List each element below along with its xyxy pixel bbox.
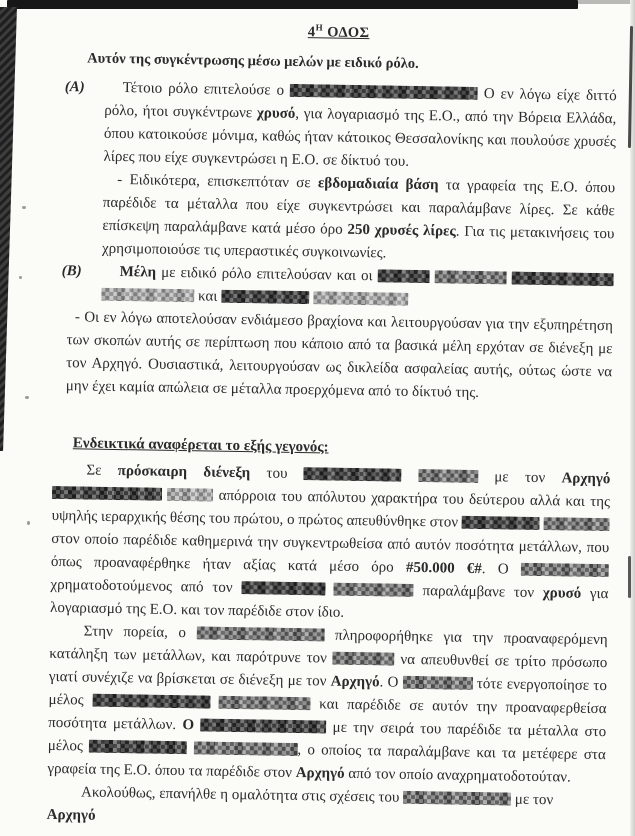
text-run: τότε ενεργοποίησε το μέλος (48, 675, 608, 709)
redaction-block (521, 563, 609, 577)
text-run: . Ο (379, 674, 403, 691)
redaction-block (167, 488, 213, 502)
redaction-block (241, 581, 325, 595)
text-run: , ο οποίος τα παραλάμβανε και τα μετέφερε στα γραφεία της Ε.Ο. όπου τα παρέδιδε στον (47, 741, 606, 781)
redaction-block (101, 288, 194, 303)
text-run: Στην πορεία, ο (83, 623, 197, 642)
redaction-block (435, 270, 507, 284)
scan-noise (19, 276, 22, 279)
text-run: Τέτοιο ρόλο επιτελούσε ο (122, 79, 291, 99)
text-run-bold: Αρχηγό (46, 806, 96, 824)
redaction-block (304, 467, 402, 482)
list-marker-a: (Α) (64, 78, 85, 96)
paragraph-incident-2 (47, 620, 608, 790)
text-run-bold: #50.000 €# (405, 559, 482, 577)
text-run: Ακολούθως, επανήλθε η ομαλότητα στις σχέσεις του (80, 784, 404, 806)
text-run: με τον (510, 791, 554, 809)
scan-edge-top-right (578, 0, 635, 4)
text-run: - Ειδικότερα, επισκεπτόταν σε (117, 171, 319, 192)
redaction-block (219, 696, 311, 711)
text-run: τα γραφεία της Ε.Ο. όπου παρέδιδε τα μέταλλα που είχε συγκεντρώσει και παραλάμβανε λίρες. Σε κάθε επίσκεψη παραλάμβανε κατά μέσο όρο (102, 177, 616, 238)
text-run: παραλάμβανε τον (413, 582, 543, 601)
text-run: του (250, 465, 304, 482)
text-run-bold: Μέλη (119, 263, 157, 281)
text-run: χρηματοδοτούμενος από τον (50, 576, 242, 596)
text-run-bold: Αρχηγό (295, 764, 345, 782)
scan-mark-right-mid (628, 556, 631, 598)
title-number: 4 (307, 23, 316, 41)
redaction-block (418, 469, 478, 483)
text-run: με την σειρά του παρέδιδε τα μέταλλα στο μέλος (47, 719, 607, 755)
text-run-bold: χρυσό (256, 105, 296, 122)
redaction-block (378, 269, 430, 283)
paragraph-incident-1 (50, 459, 611, 629)
text-run: στον οποίο παρέδιδε καθημερινά την συγκεντρωθείσα από αυτόν ποσότητα μετάλλων, που όπως προαναφέρθηκε ήταν αξίας κατά μέσο όρο (50, 530, 610, 576)
text-run: Σε (86, 462, 118, 479)
text-run: και (194, 288, 222, 305)
scan-noise (27, 521, 30, 525)
redaction-block (89, 739, 187, 754)
text-run: για λογαριασμό της Ε.Ο. και τον παρέδιδε στον ίδιο. (49, 585, 609, 621)
paragraph-item-a-note (56, 168, 615, 269)
redaction-block (333, 651, 395, 665)
text-run: να απευθυνθεί σε τρίτο πρόσωπο γιατί συνέχιζε να βρίσκεται σε διένεξη με τον (48, 651, 608, 690)
redaction-block (196, 626, 324, 641)
scan-noise (22, 206, 26, 209)
redaction-block (92, 693, 210, 708)
list-marker-b: (Β) (61, 262, 82, 280)
redaction-block (221, 290, 309, 304)
redaction-block (403, 791, 511, 806)
text-run: Ο εν λόγω είχε διττό ρόλο, ήτοι συγκέντρωνε (104, 85, 617, 122)
scan-edge-top (7, 0, 578, 9)
text-run: απόρροια του απόλυτου χαρακτήρα του δεύτερου αλλά και της υψηλής ιεραρχικής θέσης του πρώτου, ο πρώτος απευθύνθηκε στον (51, 487, 611, 531)
document-title (60, 12, 618, 49)
redaction-block (462, 516, 540, 530)
redaction-block (402, 676, 472, 690)
text-run-bold: εβδομαδιαία βάση (317, 175, 439, 194)
section-heading: Ενδεικτικά αναφέρεται το εξής γεγονός: (72, 435, 329, 456)
paragraph-item-a (57, 76, 616, 177)
title-word: ΟΔΟΣ (322, 24, 370, 41)
text-run: . Για τις μετακινήσεις του χρησιμοποιούσε τις υπεραστικές συγκοινωνίες. (101, 223, 615, 262)
redaction-block (193, 741, 297, 756)
title-superscript: Η (315, 22, 324, 33)
document-subtitle: Αυτόν της συγκέντρωσης μέσω μελών με ειδικό ρόλο. (87, 50, 419, 72)
paragraph-item-b (55, 260, 614, 315)
text-run: με ειδικό ρόλο επιτελούσαν και οι (156, 264, 378, 285)
redaction-block (334, 582, 414, 596)
redaction-block (512, 271, 614, 286)
text-run-bold: χρυσό (542, 584, 582, 602)
text-run-bold: Αρχηγό (330, 673, 380, 691)
text-run-bold: Ο (182, 716, 201, 734)
text-run: . Ο (481, 560, 521, 578)
text-run: , για λογαριασμό της Ε.Ο., από την Βόρεια Ελλάδα, όπου κατοικούσε μόνιμα, καθώς ήταν κάτοικος Θεσσαλονίκης και πουλούσε χρυσές λίρες που είχε συγκεντρώσει η Ε.Ο. σε δίκτυό του. (103, 105, 617, 170)
text-run-bold: Αρχηγό (561, 470, 611, 488)
paragraph-item-b-note: - Οι εν λόγω αποτελούσαν ενδιάμεσο βραχίονα και λειτουργούσαν για την εξυπηρέτηση των σκοπών αυτής σε περίπτωση που κάποιο από τα βασικά μέλη ερχόταν σε διένεξη με τον Αρχηγό. Ουσιαστικά, λειτουργούσαν ως δικλείδα ασφαλείας αυτής, ούτως ώστε να μην έχει καμία απώλεια σε μέταλλα προερχόμενα από το δίκτυό της. (65, 309, 614, 401)
text-run: πληροφορήθηκε για την προαναφερόμενη κατάληξη των μετάλλων, και παρότρυνε τον (49, 627, 608, 667)
text-run: από τον οποίο αναχρηματοδοτούταν. (344, 765, 571, 786)
redaction-block (313, 291, 408, 306)
redaction-block (52, 486, 162, 501)
redaction-block (290, 84, 478, 100)
text-run: και παρέδιδε σε αυτόν την προαναφερθείσα ποσότητα μετάλλων. (48, 696, 607, 733)
text-run: με τον (477, 468, 562, 487)
paragraph-closing (46, 781, 605, 836)
redaction-block (200, 718, 326, 733)
redaction-block (543, 517, 609, 531)
text-run-bold: 250 χρυσές λίρες (347, 221, 456, 240)
scan-edge-left (0, 7, 17, 451)
scan-noise (25, 396, 29, 399)
document-body (46, 12, 617, 836)
text-run-bold: πρόσκαιρη διένεξη (117, 462, 251, 482)
